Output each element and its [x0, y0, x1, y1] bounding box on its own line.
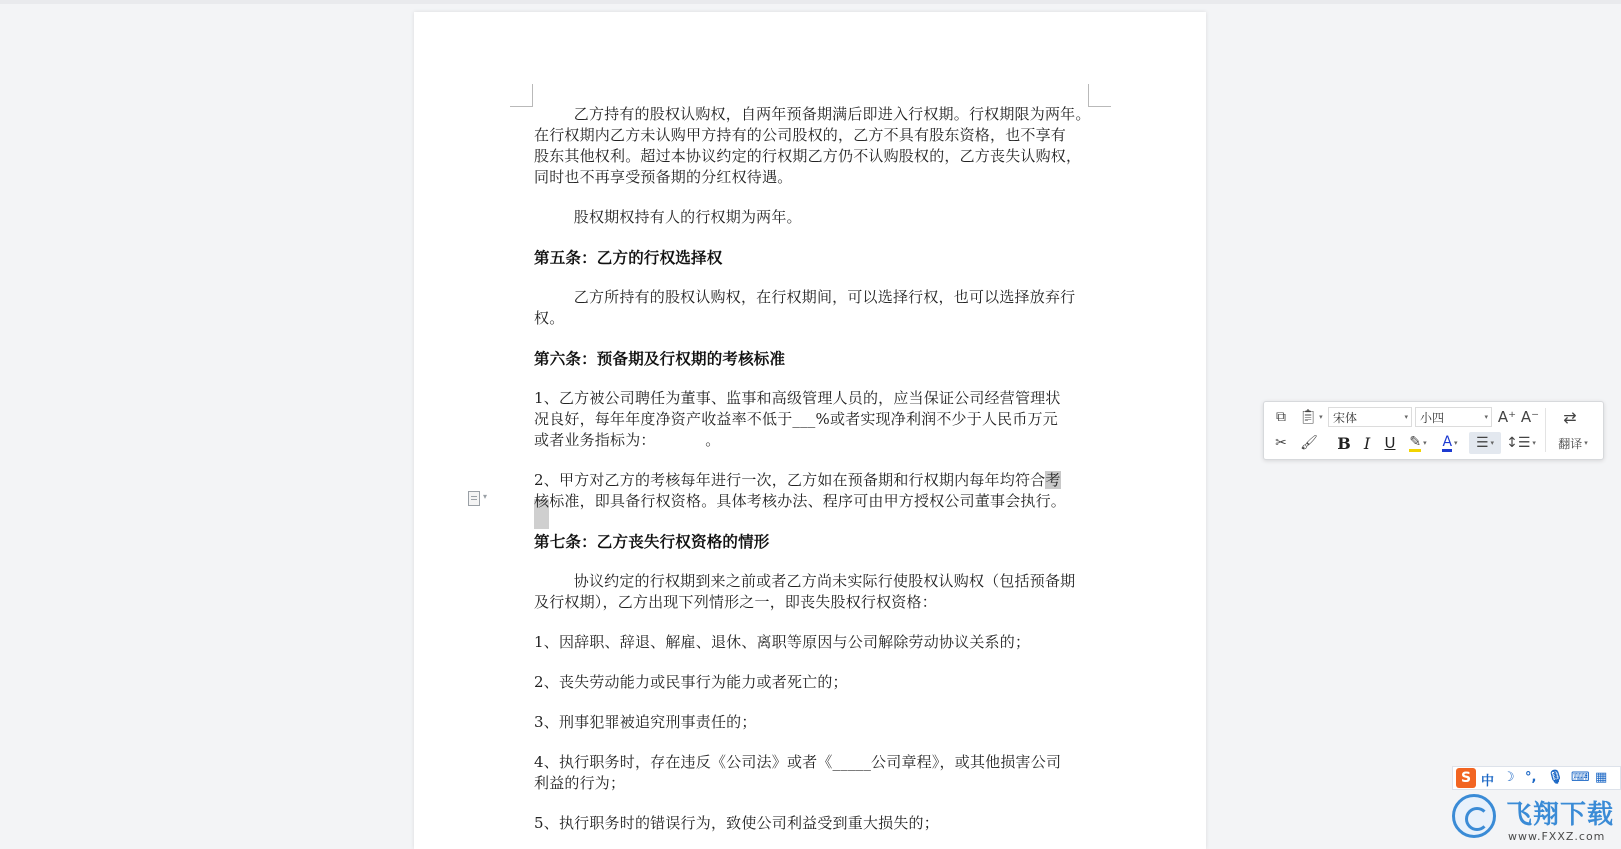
doc-text: 2、甲方对乙方的考核每年进行一次，乙方如在预备期和行权期内每年均符合: [534, 471, 1046, 489]
doc-line: 乙方持有的股权认购权，自两年预备期满后即进入行权期。行权期限为两年。: [534, 105, 1091, 123]
line-spacing-button[interactable]: [1505, 432, 1537, 454]
toolbar-divider: [1545, 408, 1546, 452]
keyboard-icon[interactable]: ⌨: [1571, 770, 1590, 785]
doc-line: 核标准，即具备行权资格。具体考核办法、程序可由甲方授权公司董事会执行。: [534, 492, 1067, 510]
font-size-value: 小四: [1420, 410, 1445, 425]
chevron-down-icon: ▾: [483, 492, 488, 501]
font-name-select[interactable]: [1328, 407, 1412, 427]
highlight-button[interactable]: [1404, 432, 1432, 454]
convert-icon: ⇄: [1563, 407, 1577, 427]
doc-line: 股东其他权利。超过本协议约定的行权期乙方仍不认购股权的，乙方丧失认购权，: [534, 147, 1082, 165]
italic-icon: I: [1363, 433, 1371, 453]
format-painter-button[interactable]: [1298, 432, 1320, 454]
doc-line: 2、丧失劳动能力或民事行为能力或者死亡的；: [534, 673, 848, 691]
watermark-title: 飞翔下载: [1506, 800, 1615, 830]
underline-icon: U: [1384, 434, 1396, 452]
chevron-down-icon: ▾: [1584, 439, 1588, 447]
doc-line: 或者业务指标为： 。: [534, 431, 721, 449]
doc-line: 乙方所持有的股权认购权，在行权期间，可以选择行权，也可以选择放弃行: [534, 288, 1076, 306]
more-icon[interactable]: ▦: [1595, 770, 1608, 785]
format-painter-icon: 🖌︎: [1300, 435, 1318, 451]
paste-button[interactable]: [1296, 406, 1326, 428]
grow-font-icon: A⁺: [1497, 408, 1517, 426]
section-heading: 第五条：乙方的行权选择权: [534, 248, 723, 267]
bold-button[interactable]: [1334, 432, 1354, 454]
page-margin-corner-left: [510, 84, 533, 107]
doc-line: 协议约定的行权期到来之前或者乙方尚未实际行使股权认购权（包括预备期: [534, 572, 1076, 590]
chevron-down-icon: ▾: [1423, 439, 1427, 447]
font-color-icon: A: [1442, 433, 1453, 450]
section-heading: 第六条：预备期及行权期的考核标准: [534, 349, 786, 368]
chevron-down-icon: ▾: [1404, 413, 1408, 421]
font-name-value: 宋体: [1333, 410, 1358, 425]
doc-line: [534, 470, 1087, 491]
document-icon: [468, 491, 480, 506]
cut-button[interactable]: [1270, 432, 1292, 454]
align-icon: ☰: [1475, 435, 1489, 451]
chevron-down-icon: ▾: [1454, 439, 1458, 447]
grow-font-button[interactable]: [1497, 406, 1517, 428]
translate-button[interactable]: [1550, 432, 1596, 454]
align-button[interactable]: [1469, 432, 1501, 454]
sogou-logo: S: [1456, 768, 1476, 788]
chevron-down-icon: ▾: [1484, 413, 1488, 421]
font-size-select[interactable]: [1415, 407, 1492, 427]
shrink-font-icon: A⁻: [1520, 408, 1540, 426]
italic-button[interactable]: [1357, 432, 1377, 454]
underline-button[interactable]: [1380, 432, 1400, 454]
floating-format-toolbar: [1263, 401, 1604, 460]
page-margin-corner-right: [1088, 84, 1111, 107]
chevron-down-icon: ▾: [1532, 439, 1536, 447]
highlight-icon: ✎: [1409, 433, 1422, 450]
doc-line: 利益的行为；: [534, 774, 626, 792]
doc-line: 同时也不再享受预备期的分红权待遇。: [534, 168, 793, 186]
doc-line: 1、乙方被公司聘任为董事、监事和高级管理人员的，应当保证公司经营管理状: [534, 389, 1061, 407]
doc-line: 权。: [534, 309, 565, 327]
selected-text: 考: [1045, 471, 1061, 489]
doc-line: 5、执行职务时的错误行为，致使公司利益受到重大损失的；: [534, 814, 939, 832]
convert-button[interactable]: [1556, 406, 1584, 428]
doc-line: 4、执行职务时，存在违反《公司法》或者《_____公司章程》，或其他损害公司: [534, 753, 1062, 771]
doc-line: 3、刑事犯罪被追究刑事责任的；: [534, 713, 757, 731]
microphone-icon[interactable]: 🎙︎: [1547, 770, 1564, 785]
punctuation-icon[interactable]: °,: [1525, 770, 1537, 785]
paragraph-menu-button[interactable]: [466, 490, 496, 510]
bold-icon: B: [1337, 433, 1351, 453]
copy-button[interactable]: [1270, 406, 1292, 428]
line-spacing-icon: ↕☰: [1506, 435, 1531, 451]
doc-line: 1、因辞职、辞退、解雇、退休、离职等原因与公司解除劳动协议关系的；: [534, 633, 1031, 651]
chevron-down-icon: ▾: [1319, 413, 1323, 421]
paste-icon: 📋︎: [1299, 409, 1318, 425]
chevron-down-icon: ▾: [1490, 439, 1495, 447]
section-heading: 第七条：乙方丧失行权资格的情形: [534, 532, 770, 551]
font-color-button[interactable]: [1436, 432, 1464, 454]
doc-line: 在行权期内乙方未认购甲方持有的公司股权的，乙方不具有股东资格，也不享有: [534, 126, 1067, 144]
ime-toolbar[interactable]: [1452, 766, 1621, 790]
watermark-url: www.FXXZ.com: [1508, 830, 1606, 843]
window-top-strip: [0, 0, 1621, 4]
ime-mode-toggle[interactable]: 中: [1481, 774, 1495, 789]
doc-line: 况良好，每年年度净资产收益率不低于___%或者实现净利润不少于人民币万元: [534, 410, 1058, 428]
doc-line: 及行权期），乙方出现下列情形之一，即丧失股权行权资格：: [534, 593, 937, 611]
copy-icon: ⧉: [1276, 409, 1286, 425]
doc-line: 股权期权持有人的行权期为两年。: [534, 208, 802, 226]
translate-label: 翻译: [1558, 436, 1583, 451]
watermark-logo-icon: [1452, 794, 1496, 838]
cut-icon: ✂: [1275, 435, 1287, 451]
moon-icon[interactable]: ☽: [1503, 770, 1515, 785]
shrink-font-button[interactable]: [1520, 406, 1540, 428]
site-watermark: [1448, 790, 1621, 849]
